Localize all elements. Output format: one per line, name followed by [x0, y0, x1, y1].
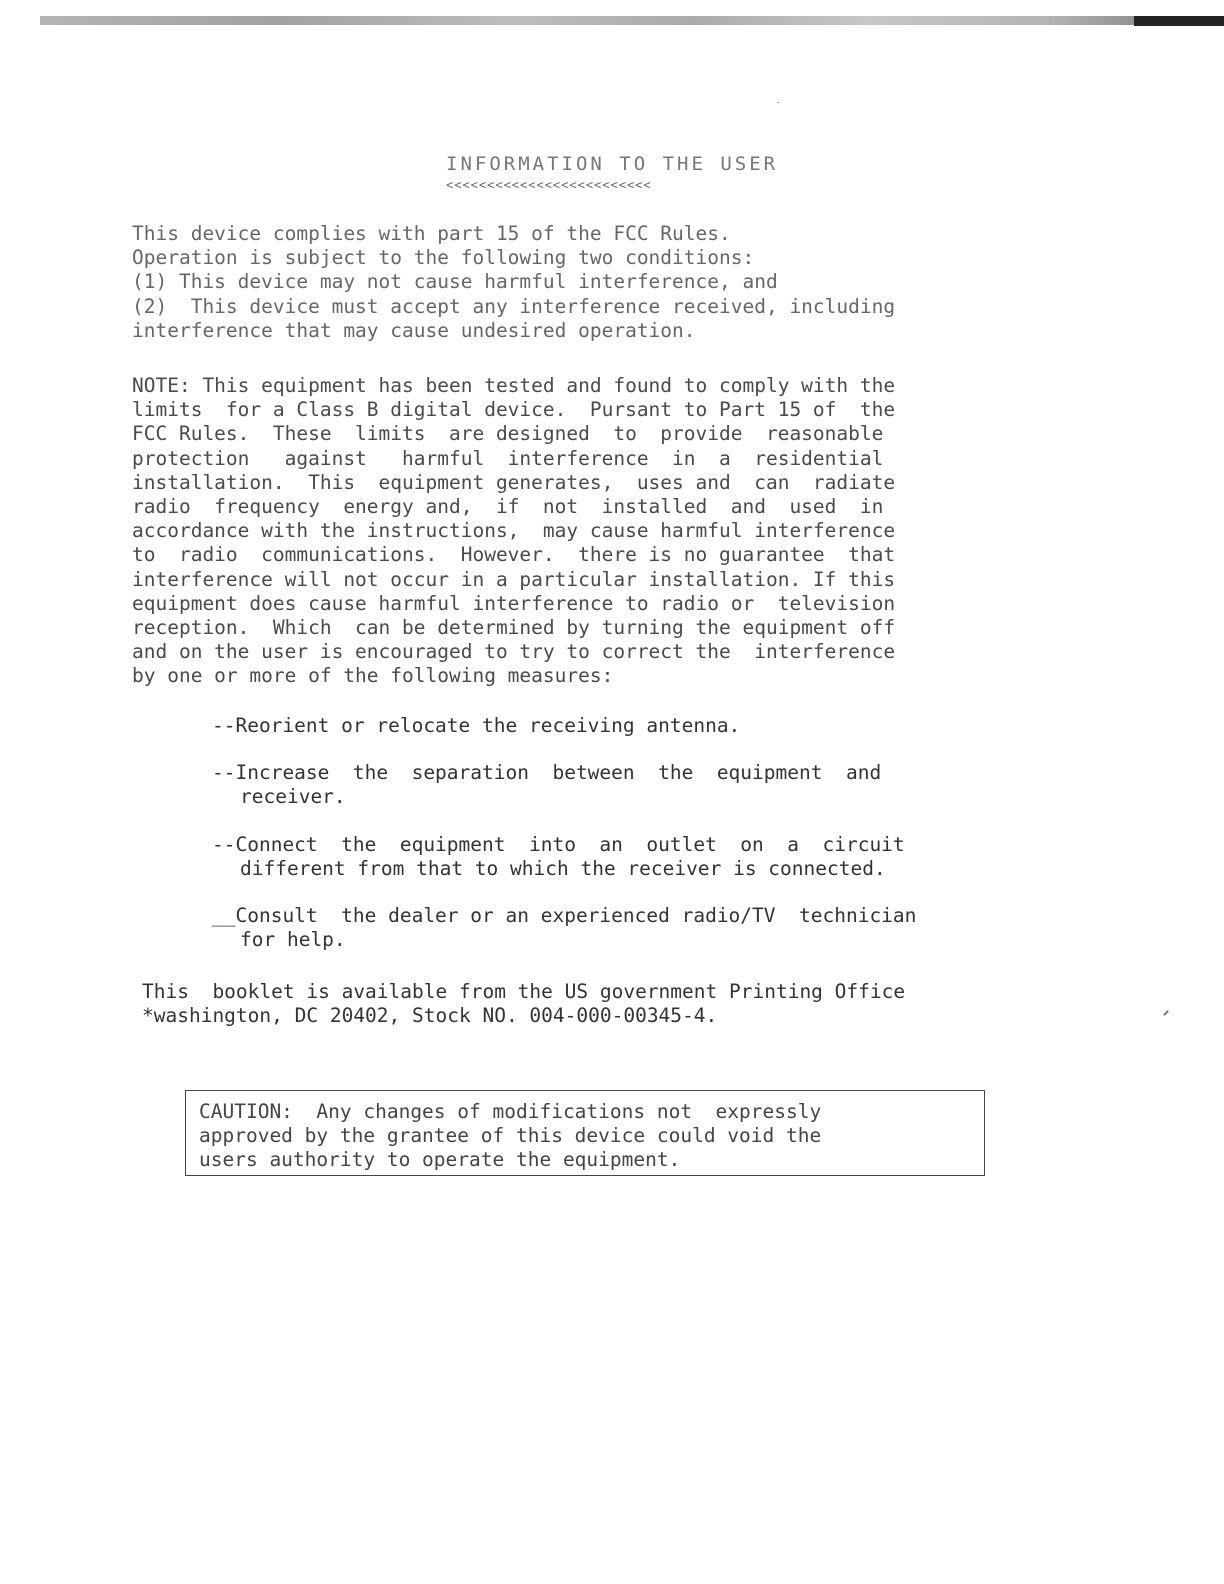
caution-line: CAUTION: Any changes of modifications not expressly [199, 1100, 822, 1123]
note-line: NOTE: This equipment has been tested and found to comply with the [132, 374, 896, 397]
note-line: interference will not occur in a particular installation. If this [132, 567, 896, 591]
measure-text: --Connect the equipment into an outlet on a circuit [212, 832, 905, 856]
availability-paragraph [142, 980, 1082, 1028]
availability-line: This booklet is available from the US government Printing Office [142, 980, 906, 1003]
list-item [212, 761, 1082, 809]
note-line: reception. Which can be determined by turning the equipment off [132, 615, 896, 639]
caution-line: approved by the grantee of this device could void the [199, 1124, 822, 1148]
note-paragraph [132, 374, 1082, 688]
stray-pen-mark [1163, 1010, 1169, 1016]
list-item [212, 904, 1082, 952]
caution-text [199, 1100, 969, 1173]
intro-line: (2) This device must accept any interference received, including [132, 294, 896, 318]
note-line: equipment does cause harmful interference to radio or television [132, 591, 896, 615]
measures-list [212, 714, 1082, 975]
measure-text: --Reorient or relocate the receiving antenna. [212, 714, 741, 737]
measure-continuation: receiver. [240, 785, 346, 809]
note-line: accordance with the instructions, may cause harmful interference [132, 519, 896, 543]
note-line: protection against harmful interference in a residential [132, 446, 884, 470]
note-line: installation. This equipment generates, uses and can radiate [132, 470, 896, 494]
list-item [212, 714, 1082, 738]
note-line: by one or more of the following measures: [132, 664, 614, 688]
scan-speck [777, 102, 779, 103]
note-line: radio frequency energy and, if not installed and used in [132, 494, 884, 518]
scan-artifact-edge [1134, 16, 1224, 26]
title-underline: <<<<<<<<<<<<<<<<<<<<<<<<< [446, 178, 652, 192]
caution-line: users authority to operate the equipment. [199, 1148, 681, 1172]
note-line: and on the user is encouraged to try to correct the interference [132, 640, 896, 664]
note-line: FCC Rules. These limits are designed to provide reasonable [132, 422, 884, 446]
intro-line: Operation is subject to the following two conditions: [132, 246, 755, 270]
list-item [212, 833, 1082, 881]
measure-text: --Increase the separation between the equipment and [212, 761, 882, 785]
note-line: limits for a Class B digital device. Pursant to Part 15 of the [132, 398, 896, 422]
measure-continuation: different from that to which the receiver is connected. [240, 856, 886, 880]
page-title: INFORMATION TO THE USER [446, 153, 779, 175]
intro-paragraph [132, 222, 1082, 343]
intro-line: This device complies with part 15 of the FCC Rules. [132, 222, 731, 245]
scan-artifact-bar [40, 16, 1224, 25]
intro-line: interference that may cause undesired operation. [132, 318, 696, 342]
measure-text: __Consult the dealer or an experienced radio/TV technician [212, 904, 917, 928]
measure-continuation: for help. [240, 928, 346, 952]
note-line: to radio communications. However. there is no guarantee that [132, 543, 896, 567]
intro-line: (1) This device may not cause harmful interference, and [132, 270, 778, 294]
availability-line: *washington, DC 20402, Stock NO. 004-000-00345-4. [142, 1004, 718, 1028]
